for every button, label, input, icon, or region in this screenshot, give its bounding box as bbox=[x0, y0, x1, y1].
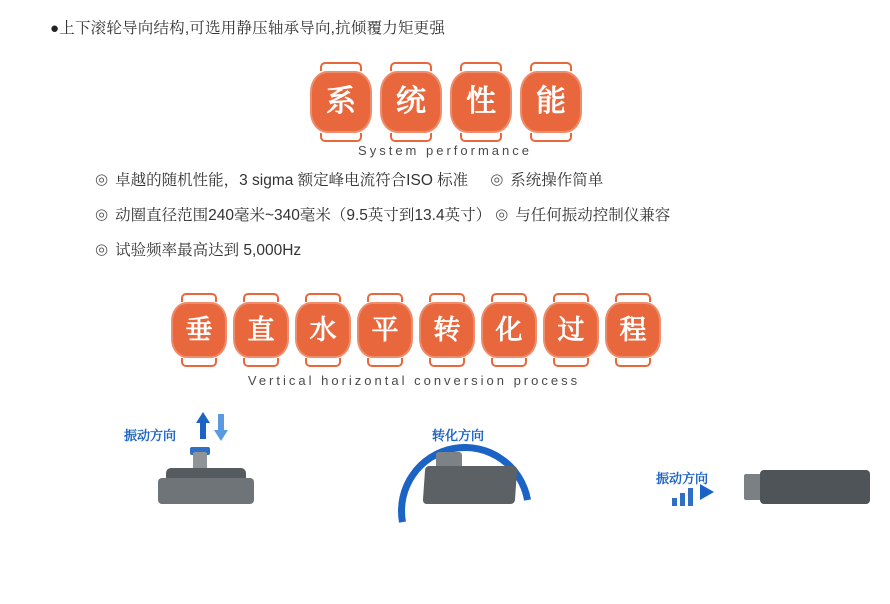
vibration-bar bbox=[688, 488, 693, 506]
lantern-cap-icon bbox=[320, 62, 362, 71]
conversion-process-lanterns bbox=[168, 293, 664, 367]
ring-marker-icon: ◎ bbox=[95, 206, 109, 223]
lantern-char: 系 bbox=[310, 71, 372, 133]
lantern-char: 垂 bbox=[171, 302, 227, 358]
lantern-foot-icon bbox=[429, 358, 465, 367]
lantern-char: 能 bbox=[520, 71, 582, 133]
arrow-up-stem bbox=[200, 423, 206, 439]
lantern-badge bbox=[356, 293, 414, 367]
lantern-badge bbox=[604, 293, 662, 367]
arrow-right-icon bbox=[700, 484, 714, 500]
lantern-foot-icon bbox=[305, 358, 341, 367]
lantern-char: 统 bbox=[380, 71, 442, 133]
ring-marker-icon: ◎ bbox=[95, 241, 109, 258]
feature-text-secondary: 系统操作简单 bbox=[510, 172, 604, 189]
feature-list bbox=[95, 168, 795, 273]
lantern-foot-icon bbox=[390, 133, 432, 142]
lantern-cap-icon bbox=[615, 293, 651, 302]
lantern-badge bbox=[418, 293, 476, 367]
lantern-foot-icon bbox=[491, 358, 527, 367]
bullet-dot-icon: ● bbox=[50, 20, 60, 37]
feature-text: 动圈直径范围240毫米~340毫米（9.5英寸到13.4英寸） bbox=[115, 207, 492, 224]
lantern-char: 化 bbox=[481, 302, 537, 358]
lantern-badge bbox=[308, 62, 374, 142]
lantern-foot-icon bbox=[181, 358, 217, 367]
lantern-badge bbox=[480, 293, 538, 367]
ring-marker-icon: ◎ bbox=[490, 171, 504, 188]
lantern-badge bbox=[542, 293, 600, 367]
arrow-up-icon bbox=[196, 412, 210, 423]
lantern-char: 水 bbox=[295, 302, 351, 358]
conversion-arc-icon bbox=[372, 418, 559, 604]
lantern-cap-icon bbox=[367, 293, 403, 302]
feature-text: 试验频率最高达到 5,000Hz bbox=[115, 242, 302, 259]
lantern-cap-icon bbox=[305, 293, 341, 302]
lantern-cap-icon bbox=[390, 62, 432, 71]
lantern-char: 直 bbox=[233, 302, 289, 358]
vibration-bar bbox=[672, 498, 677, 506]
top-note-text: 上下滚轮导向结构,可选用静压轴承导向,抗倾覆力矩更强 bbox=[59, 20, 446, 37]
feature-row bbox=[95, 203, 795, 225]
system-performance-caption: System performance bbox=[358, 143, 532, 158]
lantern-foot-icon bbox=[553, 358, 589, 367]
lantern-badge bbox=[232, 293, 290, 367]
lantern-char: 程 bbox=[605, 302, 661, 358]
lantern-foot-icon bbox=[243, 358, 279, 367]
feature-row bbox=[95, 238, 795, 260]
lantern-badge bbox=[294, 293, 352, 367]
lantern-cap-icon bbox=[181, 293, 217, 302]
label-vibration-direction-left: 振动方向 bbox=[124, 428, 177, 443]
label-conversion-direction: 转化方向 bbox=[432, 428, 485, 443]
lantern-cap-icon bbox=[530, 62, 572, 71]
lantern-foot-icon bbox=[320, 133, 362, 142]
lantern-badge bbox=[518, 62, 584, 142]
lantern-char: 平 bbox=[357, 302, 413, 358]
lantern-badge bbox=[170, 293, 228, 367]
lantern-cap-icon bbox=[491, 293, 527, 302]
lantern-badge bbox=[378, 62, 444, 142]
machine3-body bbox=[760, 470, 870, 504]
system-performance-lanterns bbox=[306, 62, 586, 142]
vibration-bar bbox=[680, 493, 685, 506]
ring-marker-icon: ◎ bbox=[495, 206, 509, 223]
feature-row bbox=[95, 168, 795, 190]
machine2-body bbox=[423, 466, 518, 504]
lantern-cap-icon bbox=[460, 62, 502, 71]
arrow-down-stem bbox=[218, 414, 224, 430]
lantern-cap-icon bbox=[243, 293, 279, 302]
lantern-cap-icon bbox=[429, 293, 465, 302]
vibration-bars-icon bbox=[672, 488, 693, 506]
lantern-foot-icon bbox=[615, 358, 651, 367]
lantern-foot-icon bbox=[530, 133, 572, 142]
machine1-base bbox=[158, 478, 254, 504]
ring-marker-icon: ◎ bbox=[95, 171, 109, 188]
lantern-foot-icon bbox=[367, 358, 403, 367]
lantern-char: 过 bbox=[543, 302, 599, 358]
lantern-char: 转 bbox=[419, 302, 475, 358]
lantern-char: 性 bbox=[450, 71, 512, 133]
conversion-process-caption: Vertical horizontal conversion process bbox=[247, 373, 581, 388]
label-vibration-direction-right: 振动方向 bbox=[656, 471, 709, 486]
feature-text-secondary: 与任何振动控制仪兼容 bbox=[515, 207, 671, 224]
lantern-foot-icon bbox=[460, 133, 502, 142]
lantern-badge bbox=[448, 62, 514, 142]
lantern-cap-icon bbox=[553, 293, 589, 302]
top-note bbox=[50, 16, 445, 38]
arrow-down-icon bbox=[214, 430, 228, 441]
feature-text: 卓越的随机性能，3 sigma 额定峰电流符合ISO 标准 bbox=[115, 172, 469, 189]
